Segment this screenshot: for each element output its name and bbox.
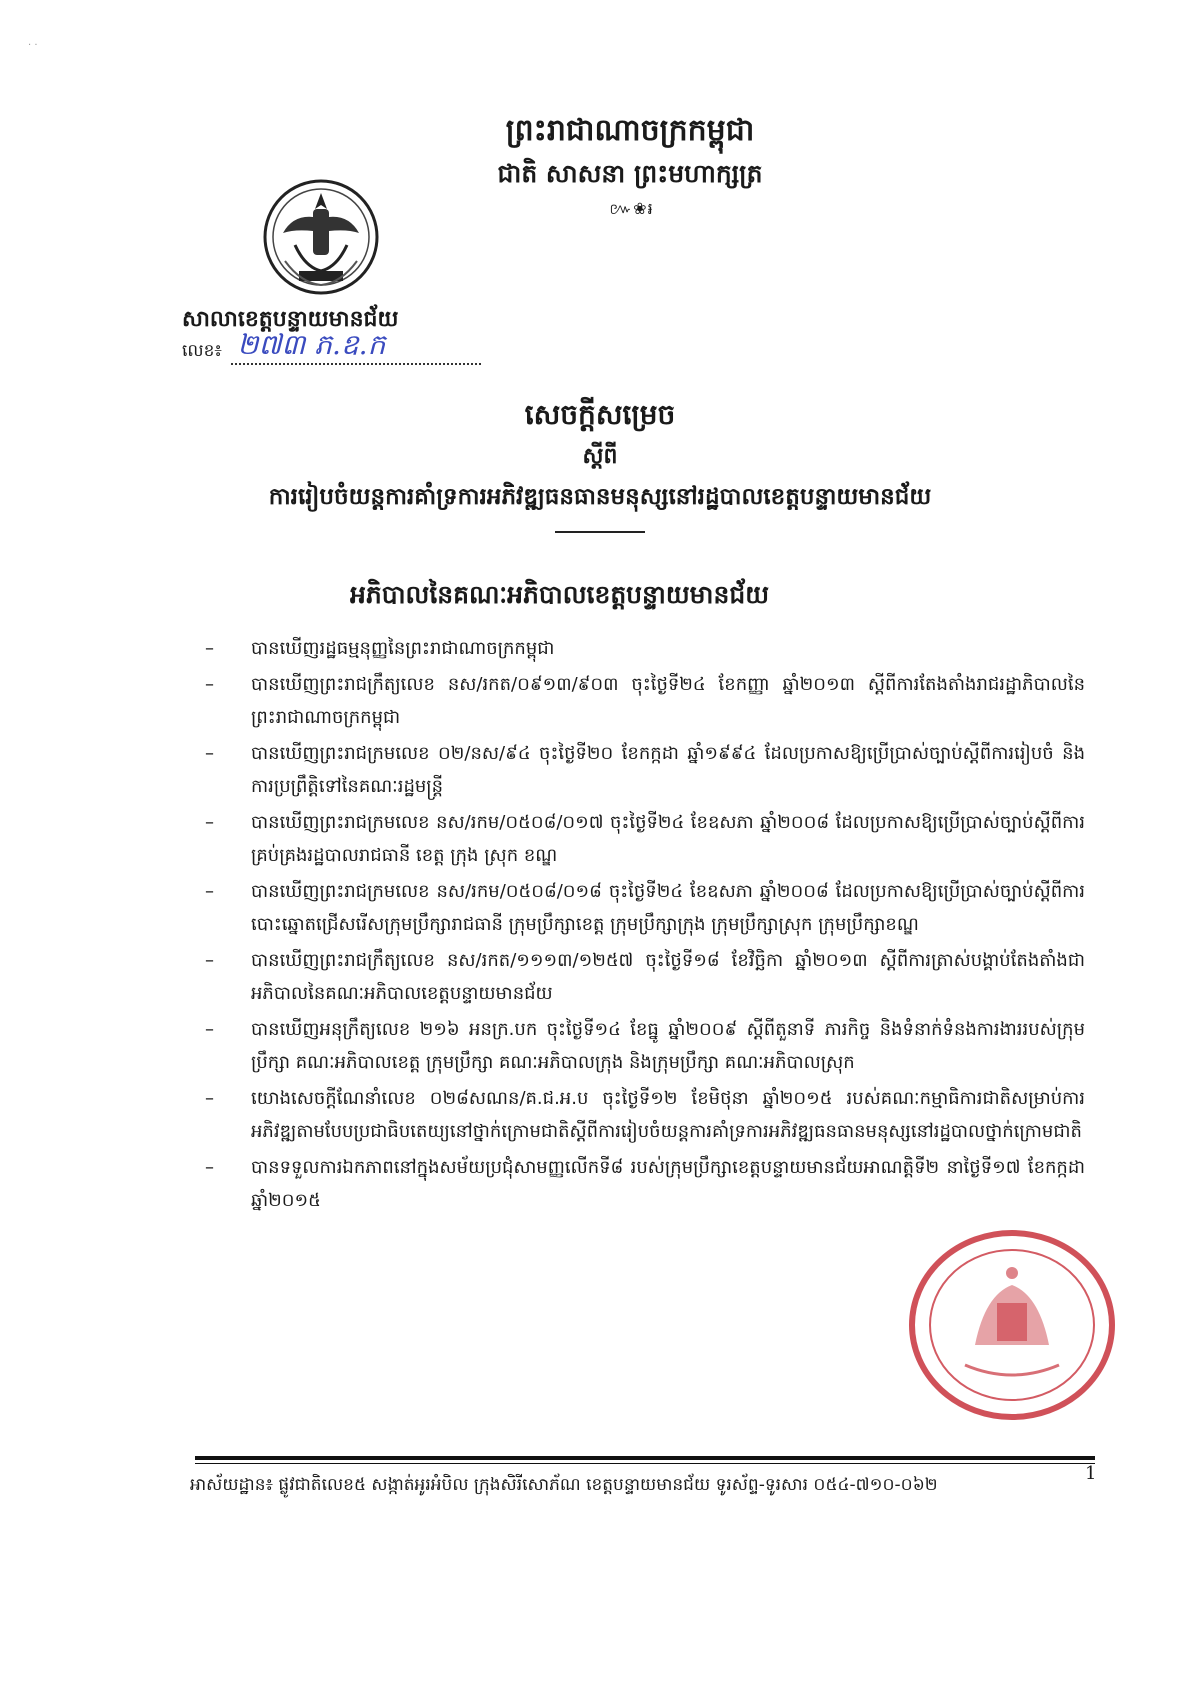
kingdom-title: ព្រះរាជាណាចក្រកម្ពុជា [505,113,755,148]
official-red-seal-icon [905,1225,1120,1425]
governor-heading: អភិបាលនៃគណៈអភិបាលខេត្តបន្ទាយមានជ័យ [350,580,770,609]
bullet-dash: – [205,1157,214,1178]
document-number-value: ២៧៣ ភ.ឧ.ក [237,328,386,361]
clause-text: បានឃើញរដ្ឋធម្មនុញ្ញនៃព្រះរាជាណាចក្រកម្ពុជា [251,638,555,659]
clause-text: យោងសេចក្តីណែនាំលេខ ០២៨សណន/គ.ជ.អ.ប ចុះថ្ងៃទី១២ ខែមិថុនា ឆ្នាំ២០១៥ របស់គណៈកម្មាធិការជាតិសម្រាប់ការអភិវឌ្ឍតាមបែបប្រជាធិបតេយ្យនៅថ្នាក់ក្រោមជាតិស្តីពីការរៀបចំយន្តការគាំទ្រការអភិវឌ្ឍធនធានមនុស្សនៅរដ្ឋបាលថ្នាក់ក្រោមជាតិ [251,1088,1085,1142]
bullet-dash: – [205,743,214,764]
document-number-line [231,328,481,365]
bullet-dash: – [205,881,214,902]
legal-basis-item [205,806,1085,872]
clause-text: បានឃើញព្រះរាជក្រមលេខ នស/រកម/០៥០៨/០១៨ ចុះថ្ងៃទី២៤ ខែឧសភា ឆ្នាំ២០០៨ ដែលប្រកាសឱ្យប្រើប្រាស់ច្បាប់ស្តីពីការបោះឆ្នោតជ្រើសរើសក្រុមប្រឹក្សារាជធានី ក្រុមប្រឹក្សាខេត្ត ក្រុមប្រឹក្សាក្រុង ក្រុមប្រឹក្សាស្រុក ក្រុមប្រឹក្សាខណ្ឌ [251,881,1085,935]
title-divider [555,531,645,533]
bullet-dash: – [205,950,214,971]
bullet-dash: – [205,1088,214,1109]
bullet-dash: – [205,638,214,659]
decision-title: សេចក្តីសម្រេច [524,398,676,431]
bullet-dash: – [205,1019,214,1040]
clause-text: បានទទួលការឯកភាពនៅក្នុងសម័យប្រជុំសាមញ្ញលើកទី៨ របស់ក្រុមប្រឹក្សាខេត្តបន្ទាយមានជ័យអាណត្តិទី២ នាថ្ងៃទី១៧ ខែកក្កដា ឆ្នាំ២០១៥ [251,1157,1085,1211]
decision-title-block [160,395,1040,533]
decision-subject: ការរៀបចំយន្តការគាំទ្រការអភិវឌ្ឍធនធានមនុស្សនៅរដ្ឋបាលខេត្តបន្ទាយមានជ័យ [268,483,932,510]
kingdom-header [380,110,880,222]
bullet-dash: – [205,812,214,833]
bullet-dash: – [205,674,214,695]
legal-basis-item [205,737,1085,803]
decision-about: ស្តីពី [582,443,618,469]
legal-basis-item [205,1013,1085,1079]
legal-basis-item [205,632,1085,665]
clause-text: បានឃើញព្រះរាជក្រមលេខ ០២/នស/៩៤ ចុះថ្ងៃទី២០ ខែកក្កដា ឆ្នាំ១៩៩៤ ដែលប្រកាសឱ្យប្រើប្រាស់ច្បាប់ស្តីពីការរៀបចំ និងការប្រព្រឹត្តិទៅនៃគណៈរដ្ឋមន្ត្រី [251,743,1085,797]
legal-basis-item [205,875,1085,941]
royal-emblem-icon [255,175,387,303]
clause-text: បានឃើញព្រះរាជក្រឹត្យលេខ នស/រកត/១១១៣/១២៥៧ ចុះថ្ងៃទី១៨ ខែវិច្ឆិកា ឆ្នាំ២០១៣ ស្តីពីការត្រាស់បង្គាប់តែងតាំងជាអភិបាលនៃគណៈអភិបាលខេត្តបន្ទាយមានជ័យ [251,950,1085,1004]
clause-text: បានឃើញព្រះរាជក្រមលេខ នស/រកម/០៥០៨/០១៧ ចុះថ្ងៃទី២៤ ខែឧសភា ឆ្នាំ២០០៨ ដែលប្រកាសឱ្យប្រើប្រាស់ច្បាប់ស្តីពីការគ្រប់គ្រងរដ្ឋបាលរាជធានី ខេត្ត ក្រុង ស្រុក ខណ្ឌ [251,812,1085,866]
legal-basis-list [205,632,1085,1220]
clause-text: បានឃើញអនុក្រឹត្យលេខ ២១៦ អនក្រ.បក ចុះថ្ងៃទី១៤ ខែធ្នូ ឆ្នាំ២០០៩ ស្តីពីតួនាទី ភារកិច្ច និងទំនាក់ទំនងការងាររបស់ក្រុមប្រឹក្សា គណៈអភិបាលខេត្ត ក្រុមប្រឹក្សា គណៈអភិបាលក្រុង និងក្រុមប្រឹក្សា គណៈអភិបាលស្រុក [251,1019,1085,1073]
ornament-divider: ៚ ❀ ៛ [609,199,651,218]
footer-rule-thin [195,1463,1095,1464]
scan-speck: · · [28,40,38,51]
legal-basis-item [205,668,1085,734]
issuing-authority: សាលាខេត្តបន្ទាយមានជ័យ [182,306,399,332]
document-number [182,328,481,365]
clause-text: បានឃើញព្រះរាជក្រឹត្យលេខ នស/រកត/០៩១៣/៩០៣ ចុះថ្ងៃទី២៤ ខែកញ្ញា ឆ្នាំ២០១៣ ស្តីពីការតែងតាំងរាជរដ្ឋាភិបាលនៃព្រះរាជាណាចក្រកម្ពុជា [251,674,1085,728]
document-number-label: លេខ៖ [182,341,222,361]
legal-basis-item [205,1151,1085,1217]
legal-basis-item [205,944,1085,1010]
legal-basis-item [205,1082,1085,1148]
page-number: 1 [1085,1463,1097,1484]
footer-rule-thick [195,1456,1095,1460]
national-motto: ជាតិ សាសនា ព្រះមហាក្សត្រ [497,159,763,188]
footer-address: អាស័យដ្ឋាន៖ ផ្លូវជាតិលេខ៥ សង្កាត់អូរអំបិល ក្រុងសិរីសោភ័ណ ខេត្តបន្ទាយមានជ័យ ទូរស័ព្ទ-ទូរសារ ០៥៤-៧១០-០៦២ [190,1475,938,1495]
